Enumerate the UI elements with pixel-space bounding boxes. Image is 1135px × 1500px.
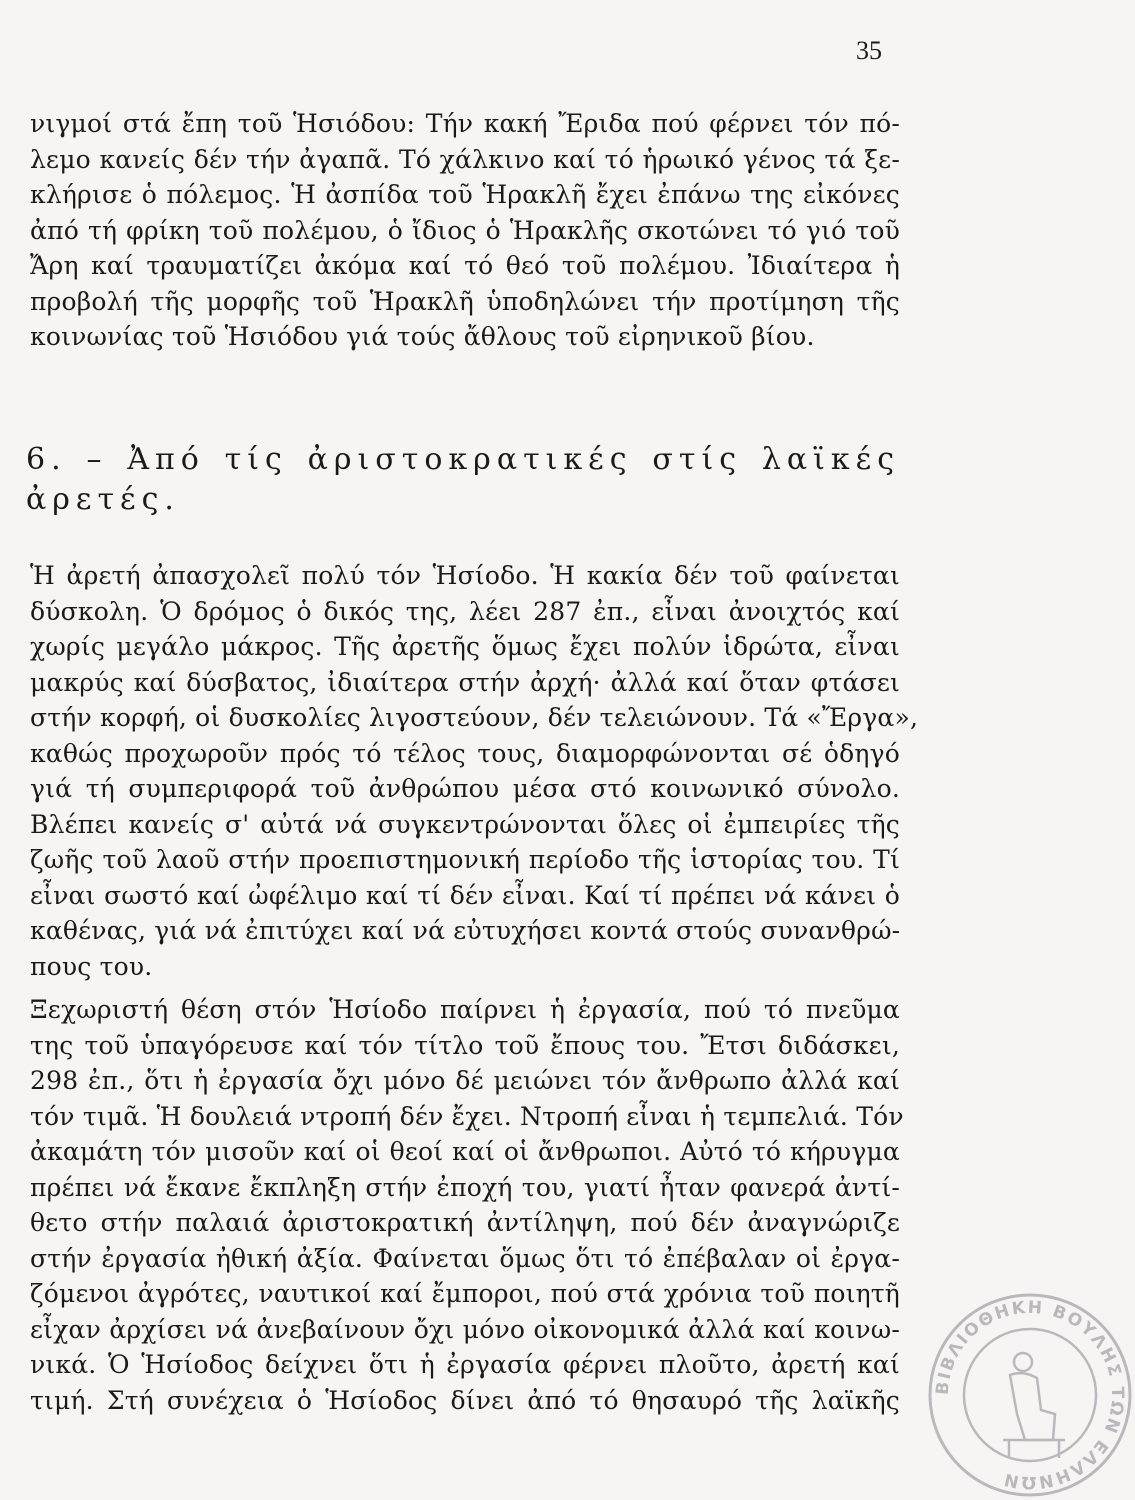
text-line: θετο στήν παλαιά ἀριστοκρατική ἀντίληψη, πού δέν ἀναγνώριζε [30, 1208, 900, 1237]
text-line: πους του. [30, 951, 153, 981]
section-heading-line: 6. – Ἀπό τίς ἀριστοκρατικές στίς λαϊκές [26, 442, 900, 477]
text-line: Βλέπει κανείς σ' αὐτά νά συγκεντρώνονται ὅλες οἱ ἐμπειρίες τῆς [30, 809, 900, 839]
section-heading-line: ἀρετές. [26, 482, 180, 517]
stamp-text: ΒΙΒΛΙΟΘΗΚΗ ΒΟΥΛΗΣ ΤΩΝ ΕΛΛΗΝΩΝ [932, 1297, 1128, 1493]
text-line: κοινωνίας τοῦ Ἡσιόδου γιά τούς ἄθλους τοῦ εἰρηνικοῦ βίου. [30, 322, 815, 351]
text-line: Ξεχωριστή θέση στόν Ἡσίοδο παίρνει ἡ ἐργασία, πού τό πνεῦμα [30, 995, 900, 1024]
text-line: δύσκολη. Ὁ δρόμος ὁ δικός της, λέει 287 ἐπ., εἶναι ἀνοιχτός καί [30, 596, 900, 626]
text-line: ἀπό τή φρίκη τοῦ πολέμου, ὁ ἴδιος ὁ Ἡρακλῆς σκοτώνει τό γιό τοῦ [30, 215, 900, 245]
text-line: ζόμενοι ἀγρότες, ναυτικοί καί ἔμποροι, πού στά χρόνια τοῦ ποιητῆ [30, 1279, 900, 1308]
text-line: εἶχαν ἀρχίσει νά ἀνεβαίνουν ὄχι μόνο οἰκονομικά ἀλλά καί κοινω- [30, 1314, 900, 1344]
text-line: τόν τιμᾶ. Ἡ δουλειά ντροπή δέν ἔχει. Ντροπή εἶναι ἡ τεμπελιά. Τόν [30, 1101, 904, 1131]
page-number: 35 [856, 36, 882, 65]
text-line: μακρύς καί δύσβατος, ἰδιαίτερα στήν ἀρχή· ἀλλά καί ὅταν φτάσει [30, 667, 900, 697]
text-line: καθένας, γιά νά ἐπιτύχει καί νά εὐτυχήσει κοντά στούς συνανθρώ- [30, 916, 901, 945]
paragraph-continued [30, 106, 900, 355]
text-line: προβολή τῆς μορφῆς τοῦ Ἡρακλῆ ὑποδηλώνει τήν προτίμηση τῆς [30, 286, 900, 316]
text-line: ἀκαμάτη τόν μισοῦν καί οἱ θεοί καί οἱ ἄνθρωποι. Αὐτό τό κήρυγμα [30, 1137, 900, 1166]
text-line: στήν κορφή, οἱ δυσκολίες λιγοστεύουν, δέν τελειώνουν. Τά «Ἔργα», [30, 703, 919, 732]
text-line: ζωῆς τοῦ λαοῦ στήν προεπιστημονική περίοδο τῆς ἱστορίας του. Τί [30, 845, 900, 874]
text-line: καθώς προχωροῦν πρός τό τέλος τους, διαμορφώνονται σέ ὁδηγό [30, 738, 900, 768]
text-line: εἶναι σωστό καί ὠφέλιμο καί τί δέν εἶναι. Καί τί πρέπει νά κάνει ὁ [30, 880, 900, 910]
text-line: κλήρισε ὁ πόλεμος. Ἡ ἀσπίδα τοῦ Ἡρακλῆ ἔχει ἐπάνω της εἰκόνες [30, 180, 900, 209]
paragraph [30, 992, 904, 1418]
text-line: τιμή. Στή συνέχεια ὁ Ἡσίοδος δίνει ἀπό τό θησαυρό τῆς λαϊκῆς [30, 1385, 900, 1415]
text-line: γιά τή συμπεριφορά τοῦ ἀνθρώπου μέσα στό κοινωνικό σύνολο. [30, 774, 900, 803]
text-line: στήν ἐργασία ἠθική ἀξία. Φαίνεται ὅμως ὅτι τό ἐπέβαλαν οἱ ἐργα- [30, 1243, 900, 1273]
svg-text:ΒΙΒΛΙΟΘΗΚΗ ΒΟΥΛΗΣ ΤΩΝ ΕΛΛΗΝΩΝ [933, 1298, 1127, 1492]
text-line: της τοῦ ὑπαγόρευσε καί τόν τίτλο τοῦ ἔπους του. Ἔτσι διδάσκει, [30, 1030, 900, 1060]
text-line: νικά. Ὁ Ἡσίοδος δείχνει ὅτι ἡ ἐργασία φέρνει πλοῦτο, ἀρετή καί [30, 1350, 900, 1379]
text-line: Ἡ ἀρετή ἀπασχολεῖ πολύ τόν Ἡσίοδο. Ἡ κακία δέν τοῦ φαίνεται [30, 561, 900, 590]
text-line: νιγμοί στά ἔπη τοῦ Ἡσιόδου: Τήν κακή Ἔριδα πού φέρνει τόν πό- [30, 109, 900, 138]
stamp-figure-icon [1003, 1353, 1065, 1458]
text-line: πρέπει νά ἔκανε ἔκπληξη στήν ἐποχή του, γιατί ἦταν φανερά ἀντί- [30, 1172, 900, 1202]
text-line: 298 ἐπ., ὅτι ἡ ἐργασία ὄχι μόνο δέ μειώνει τόν ἄνθρωπο ἀλλά καί [30, 1066, 900, 1095]
text-line: χωρίς μεγάλο μάκρος. Τῆς ἀρετῆς ὅμως ἔχει πολύν ἱδρώτα, εἶναι [30, 632, 900, 661]
library-stamp-icon [925, 1290, 1135, 1500]
text-line: Ἄρη καί τραυματίζει ἀκόμα καί τό θεό τοῦ πολέμου. Ἰδιαίτερα ἡ [30, 251, 900, 280]
text-line: λεμο κανείς δέν τήν ἀγαπᾶ. Τό χάλκινο καί τό ἡρωικό γένος τά ξε- [30, 144, 900, 174]
section-heading [26, 440, 900, 520]
paragraph [30, 558, 919, 984]
